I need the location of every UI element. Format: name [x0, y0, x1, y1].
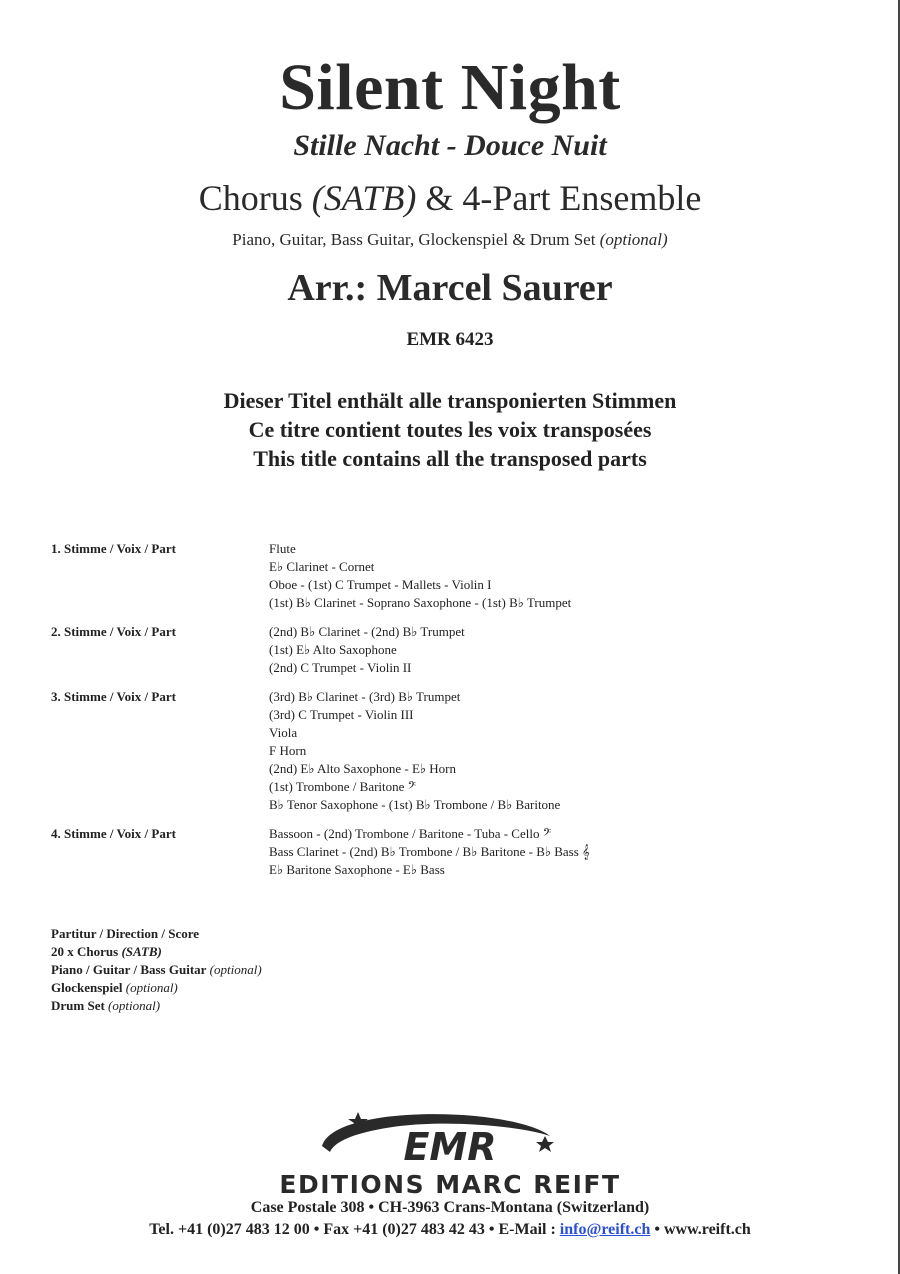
- parts-list: [51, 540, 851, 890]
- email-link[interactable]: info@reift.ch: [559, 1221, 651, 1238]
- publisher-name: EDITIONS MARC REIFT: [279, 1170, 621, 1199]
- instruments-text: Piano, Guitar, Bass Guitar, Glockenspiel & Drum Set: [232, 230, 600, 249]
- instruments-line: [0, 228, 900, 252]
- optional-note: (optional): [125, 980, 178, 995]
- transposed-notice: [0, 386, 900, 473]
- part-item: E♭ Baritone Saxophone - E♭ Bass: [269, 862, 445, 877]
- part-item: F Horn: [269, 743, 307, 758]
- part-item: (3rd) C Trumpet - Violin III: [269, 707, 414, 722]
- catalog-number: EMR 6423: [406, 329, 494, 350]
- extra-chorus-label: 20 x Chorus: [51, 944, 119, 959]
- ensemble-line: [0, 176, 900, 220]
- logo-star-right-icon: [536, 1136, 554, 1152]
- logo-text: EMR: [403, 1125, 497, 1169]
- extra-chorus-satb: (SATB): [121, 944, 162, 959]
- subtitle: Stille Nacht - Douce Nuit: [293, 129, 607, 162]
- extra-piano-label: Piano / Guitar / Bass Guitar: [51, 962, 207, 977]
- part-instruments: [269, 825, 851, 879]
- part-label: 3. Stimme / Voix / Part: [51, 689, 176, 704]
- extra-glockenspiel: [51, 979, 262, 997]
- extra-chorus: [51, 943, 262, 961]
- transposed-notice-de: Dieser Titel enthält alle transponierten Stimmen: [223, 388, 677, 413]
- part-item: (2nd) E♭ Alto Saxophone - E♭ Horn: [269, 761, 457, 776]
- optional-note: (optional): [209, 962, 262, 977]
- part-label: 4. Stimme / Voix / Part: [51, 826, 176, 841]
- part-item: E♭ Clarinet - Cornet: [269, 559, 375, 574]
- arranger: Arr.: Marcel Saurer: [287, 267, 613, 309]
- extra-drum: [51, 997, 262, 1015]
- publisher-address: Case Postale 308 • CH-3963 Crans-Montana (Switzerland): [250, 1199, 650, 1216]
- instruments-optional: (optional): [599, 230, 668, 249]
- part-item: Viola: [269, 725, 298, 740]
- part-item: Oboe - (1st) C Trumpet - Mallets - Violin I: [269, 577, 492, 592]
- contact-phone-fax: Tel. +41 (0)27 483 12 00 • Fax +41 (0)27 483 42 43 • E-Mail :: [149, 1221, 560, 1238]
- optional-note: (optional): [108, 998, 161, 1013]
- ensemble-chorus: Chorus: [198, 178, 312, 218]
- transposed-notice-en: This title contains all the transposed parts: [253, 446, 647, 471]
- part-item: Bassoon - (2nd) Trombone / Baritone - Tuba - Cello 𝄢: [269, 826, 552, 841]
- ensemble-part: & 4-Part Ensemble: [416, 178, 702, 218]
- part-instruments: [269, 540, 851, 612]
- ensemble-satb: (SATB): [311, 178, 417, 218]
- part-instruments: [269, 688, 851, 814]
- part-instruments: [269, 623, 851, 677]
- part-group-3: [51, 688, 851, 814]
- transposed-notice-fr: Ce titre contient toutes les voix transposées: [248, 417, 652, 442]
- page-title: Silent Night: [279, 51, 621, 124]
- part-item: (2nd) B♭ Clarinet - (2nd) B♭ Trumpet: [269, 624, 465, 639]
- part-group-4: [51, 825, 851, 879]
- contact-website: • www.reift.ch: [650, 1221, 751, 1238]
- part-item: (1st) B♭ Clarinet - Soprano Saxophone - (1st) B♭ Trumpet: [269, 595, 572, 610]
- extra-drum-label: Drum Set: [51, 998, 105, 1013]
- part-group-2: [51, 623, 851, 677]
- extra-score-label: Partitur / Direction / Score: [51, 926, 200, 941]
- emr-logo: [300, 1106, 600, 1172]
- part-label: 2. Stimme / Voix / Part: [51, 624, 176, 639]
- extra-score: [51, 925, 262, 943]
- part-item: B♭ Tenor Saxophone - (1st) B♭ Trombone / B♭ Baritone: [269, 797, 561, 812]
- part-item: (1st) E♭ Alto Saxophone: [269, 642, 397, 657]
- part-item: (1st) Trombone / Baritone 𝄢: [269, 779, 417, 794]
- part-item: Bass Clarinet - (2nd) B♭ Trombone / B♭ Baritone - B♭ Bass 𝄞: [269, 844, 590, 859]
- part-item: (3rd) B♭ Clarinet - (3rd) B♭ Trumpet: [269, 689, 461, 704]
- part-item: (2nd) C Trumpet - Violin II: [269, 660, 412, 675]
- part-label: 1. Stimme / Voix / Part: [51, 541, 176, 556]
- part-group-1: [51, 540, 851, 612]
- extra-glockenspiel-label: Glockenspiel: [51, 980, 123, 995]
- additional-parts: [51, 925, 262, 1015]
- part-item: Flute: [269, 541, 296, 556]
- publisher-contact: [0, 1219, 900, 1241]
- extra-piano: [51, 961, 262, 979]
